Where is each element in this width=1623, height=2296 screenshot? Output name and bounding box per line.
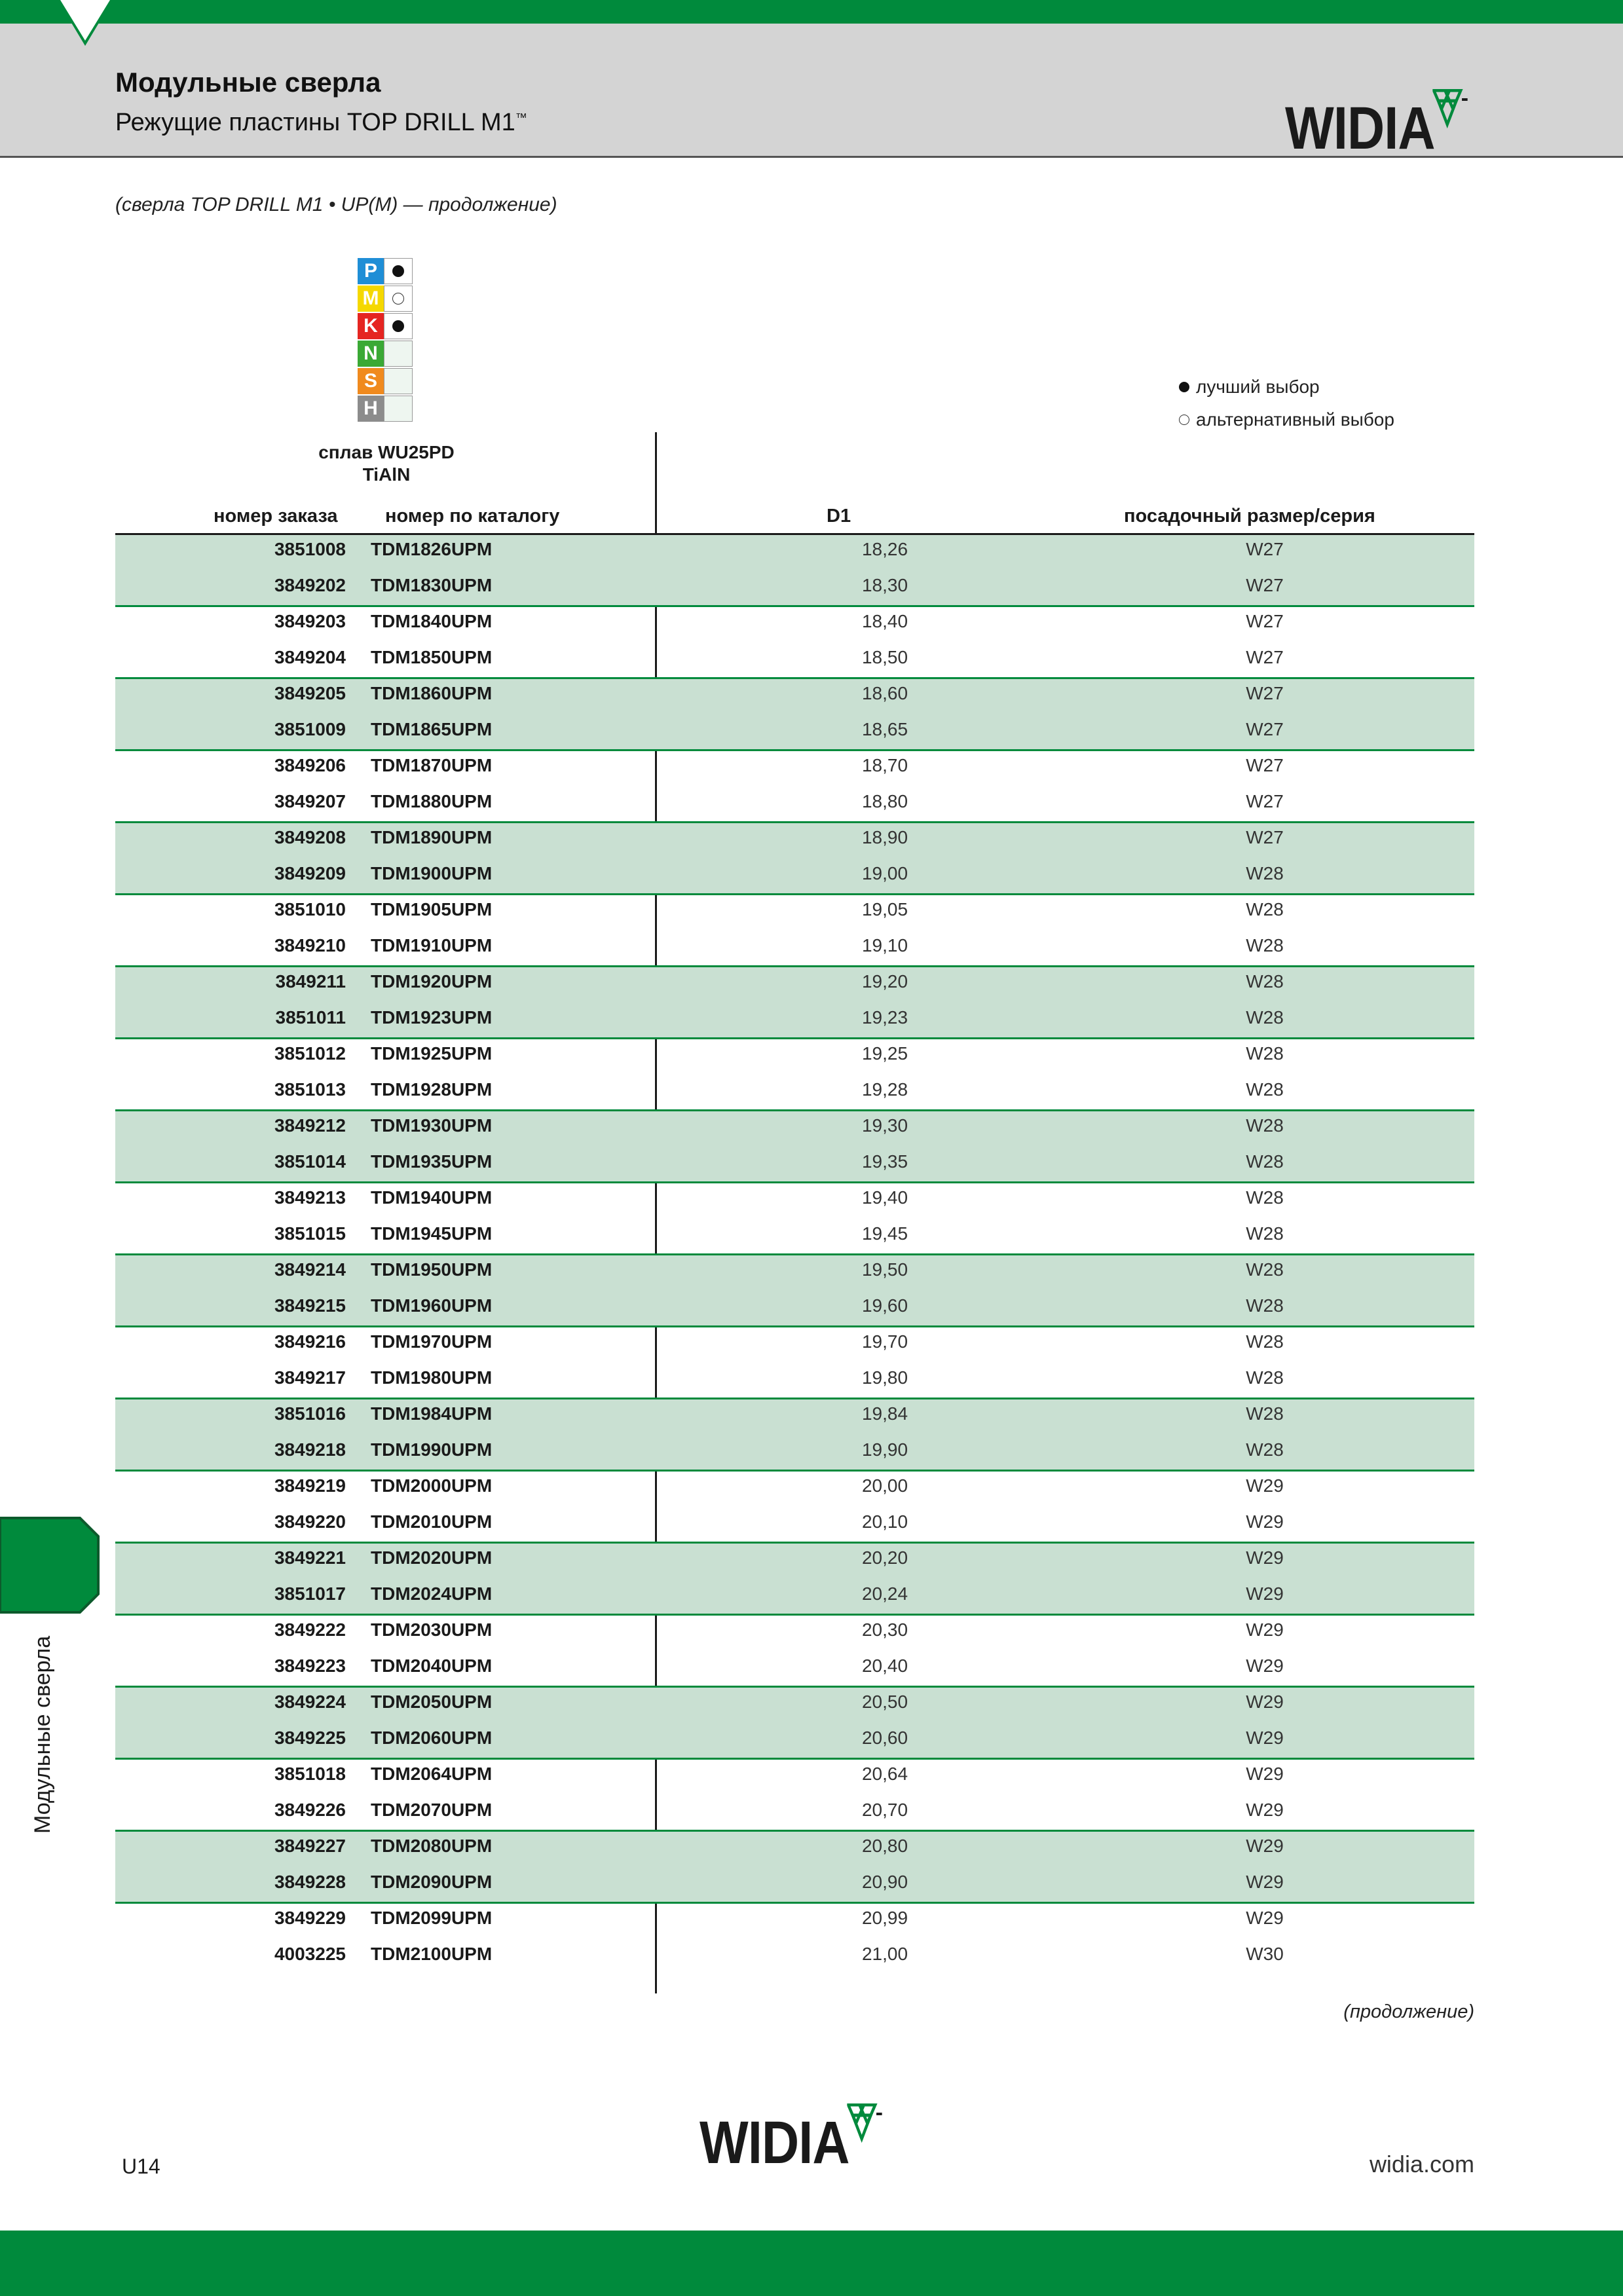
table-row	[115, 1544, 1474, 1580]
d1-cell: 20,40	[861, 1656, 908, 1676]
d1-cell: 20,24	[861, 1583, 908, 1604]
d1-cell: 20,30	[861, 1620, 908, 1640]
table-row	[115, 1039, 1474, 1075]
bottom-green-bar	[0, 2231, 1623, 2296]
order-number-cell: 3849218	[274, 1439, 346, 1460]
page-subtitle	[115, 109, 527, 137]
table-row	[115, 1147, 1474, 1183]
table-row	[115, 1832, 1474, 1868]
table-row	[115, 1616, 1474, 1652]
seat-size-cell: W28	[1246, 1367, 1284, 1388]
seat-size-cell: W29	[1246, 1620, 1284, 1640]
alloy-grade: сплав WU25PD	[318, 442, 455, 462]
order-number-cell: 3851014	[274, 1151, 346, 1172]
seat-size-cell: W29	[1246, 1511, 1284, 1532]
table-row	[115, 1327, 1474, 1363]
d1-cell: 19,28	[861, 1079, 908, 1100]
row-group	[115, 1255, 1474, 1327]
order-number-cell: 3849207	[274, 791, 346, 811]
page-number: U14	[122, 2155, 160, 2178]
seat-size-cell: W28	[1246, 1439, 1284, 1460]
catalog-number-cell: TDM1880UPM	[371, 791, 493, 811]
order-number-cell: 3849222	[274, 1620, 346, 1640]
d1-cell: 20,99	[861, 1908, 908, 1928]
table-row	[115, 1868, 1474, 1904]
row-group	[115, 1616, 1474, 1688]
seat-size-cell: W29	[1246, 1547, 1284, 1568]
seat-size-cell: W28	[1246, 1403, 1284, 1424]
subtitle-text: Режущие пластины TOP DRILL M1	[115, 109, 515, 136]
d1-cell: 18,50	[861, 647, 908, 667]
page-header	[0, 24, 1623, 162]
table-row	[115, 895, 1474, 931]
table-row	[115, 787, 1474, 823]
d1-cell: 19,60	[861, 1295, 908, 1316]
order-number-cell: 3849227	[274, 1836, 346, 1856]
d1-cell: 20,90	[861, 1872, 908, 1892]
d1-cell: 19,23	[861, 1007, 908, 1028]
catalog-number-cell: TDM1840UPM	[371, 611, 493, 631]
product-table	[115, 535, 1474, 1976]
iso-mark-cell	[384, 258, 413, 284]
order-number-cell: 3851009	[274, 719, 346, 739]
order-number-cell: 3849224	[274, 1692, 346, 1712]
iso-row-m	[358, 286, 413, 313]
order-number-cell: 3849221	[274, 1547, 346, 1568]
order-number-cell: 3851012	[274, 1043, 346, 1064]
seat-size-cell: W28	[1246, 1079, 1284, 1100]
legend	[1179, 371, 1394, 436]
catalog-number-cell: TDM2030UPM	[371, 1620, 493, 1640]
row-group	[115, 895, 1474, 967]
table-row	[115, 1508, 1474, 1544]
order-number-cell: 3851018	[274, 1764, 346, 1784]
catalog-number-cell: TDM1970UPM	[371, 1331, 493, 1352]
d1-cell: 18,70	[861, 755, 908, 775]
row-group	[115, 1039, 1474, 1111]
iso-letter: N	[358, 341, 384, 367]
seat-size-cell: W27	[1246, 791, 1284, 811]
catalog-number-cell: TDM1935UPM	[371, 1151, 493, 1172]
catalog-number-cell: TDM1950UPM	[371, 1259, 493, 1280]
page-title: Модульные сверла	[115, 67, 381, 98]
order-number-cell: 3851015	[274, 1223, 346, 1244]
d1-cell: 20,00	[861, 1475, 908, 1496]
order-number-cell: 3851010	[274, 899, 346, 919]
seat-size-cell: W29	[1246, 1800, 1284, 1820]
brand-logo	[1285, 94, 1435, 163]
catalog-number-cell: TDM2070UPM	[371, 1800, 493, 1820]
d1-cell: 19,30	[861, 1115, 908, 1136]
continued-note: (сверла TOP DRILL M1 • UP(M) — продолжение)	[115, 194, 557, 215]
catalog-number-cell: TDM1930UPM	[371, 1115, 493, 1136]
row-group	[115, 751, 1474, 823]
table-row	[115, 1255, 1474, 1291]
table-row	[115, 679, 1474, 715]
seat-size-cell: W28	[1246, 1331, 1284, 1352]
d1-cell: 19,70	[861, 1331, 908, 1352]
order-number-cell: 3851017	[274, 1583, 346, 1604]
iso-mark-cell	[384, 396, 413, 422]
seat-size-cell: W29	[1246, 1728, 1284, 1748]
seat-size-cell: W27	[1246, 539, 1284, 559]
catalog-number-cell: TDM1826UPM	[371, 539, 493, 559]
order-number-cell: 3849217	[274, 1367, 346, 1388]
d1-cell: 21,00	[861, 1944, 908, 1964]
seat-size-cell: W29	[1246, 1764, 1284, 1784]
d1-cell: 18,40	[861, 611, 908, 631]
row-group	[115, 679, 1474, 751]
table-row	[115, 1652, 1474, 1688]
alloy-header	[288, 441, 485, 486]
footer-brand-triangles-icon	[847, 2103, 892, 2149]
d1-cell: 18,26	[861, 539, 908, 559]
seat-size-cell: W29	[1246, 1656, 1284, 1676]
catalog-number-cell: TDM1980UPM	[371, 1367, 493, 1388]
iso-letter: H	[358, 396, 384, 422]
order-number-cell: 3849203	[274, 611, 346, 631]
order-number-cell: 3849211	[275, 971, 346, 991]
d1-cell: 18,30	[861, 575, 908, 595]
order-number-cell: 3849215	[274, 1295, 346, 1316]
row-group	[115, 535, 1474, 607]
catalog-number-cell: TDM2040UPM	[371, 1656, 493, 1676]
d1-cell: 20,70	[861, 1800, 908, 1820]
row-group	[115, 1688, 1474, 1760]
iso-letter: P	[358, 258, 384, 284]
table-row	[115, 571, 1474, 607]
catalog-number-cell: TDM1984UPM	[371, 1403, 493, 1424]
order-number-cell: 3849228	[274, 1872, 346, 1892]
catalog-number-cell: TDM1905UPM	[371, 899, 493, 919]
seat-size-cell: W27	[1246, 827, 1284, 847]
order-number-cell: 3851011	[275, 1007, 346, 1028]
iso-row-s	[358, 368, 413, 396]
row-group	[115, 1832, 1474, 1904]
catalog-number-cell: TDM1945UPM	[371, 1223, 493, 1244]
d1-cell: 18,90	[861, 827, 908, 847]
catalog-number-cell: TDM1960UPM	[371, 1295, 493, 1316]
catalog-number-cell: TDM1890UPM	[371, 827, 493, 847]
footer-brand-text: WIDIA	[700, 2109, 849, 2176]
catalog-number-cell: TDM1928UPM	[371, 1079, 493, 1100]
catalog-number-cell: TDM2000UPM	[371, 1475, 493, 1496]
d1-cell: 20,60	[861, 1728, 908, 1748]
catalog-number-cell: TDM1990UPM	[371, 1439, 493, 1460]
legend-alternative	[1179, 403, 1394, 436]
catalog-number-cell: TDM1900UPM	[371, 863, 493, 883]
iso-letter: S	[358, 368, 384, 394]
catalog-number-cell: TDM1870UPM	[371, 755, 493, 775]
col-d1: D1	[827, 506, 851, 527]
seat-size-cell: W27	[1246, 611, 1284, 631]
order-number-cell: 3849212	[274, 1115, 346, 1136]
trademark-mark: ™	[515, 111, 527, 124]
seat-size-cell: W28	[1246, 1259, 1284, 1280]
d1-cell: 19,10	[861, 935, 908, 955]
table-row	[115, 1904, 1474, 1940]
seat-size-cell: W28	[1246, 1007, 1284, 1028]
row-group	[115, 607, 1474, 679]
d1-cell: 19,90	[861, 1439, 908, 1460]
catalog-number-cell: TDM2100UPM	[371, 1944, 493, 1964]
iso-letter: M	[358, 286, 384, 312]
table-row	[115, 643, 1474, 679]
order-number-cell: 3849210	[274, 935, 346, 955]
iso-row-p	[358, 258, 413, 286]
table-row	[115, 823, 1474, 859]
seat-size-cell: W29	[1246, 1908, 1284, 1928]
seat-size-cell: W28	[1246, 863, 1284, 883]
table-row	[115, 1580, 1474, 1616]
d1-cell: 19,50	[861, 1259, 908, 1280]
brand-triangles-icon	[1432, 89, 1478, 135]
order-number-cell: 3849229	[274, 1908, 346, 1928]
d1-cell: 18,60	[861, 683, 908, 703]
iso-mark-cell	[384, 341, 413, 367]
empty-dot-icon	[1179, 415, 1189, 425]
seat-size-cell: W30	[1246, 1944, 1284, 1964]
table-row	[115, 1219, 1474, 1255]
table-row	[115, 1291, 1474, 1327]
section-tab-icon	[0, 1517, 105, 1615]
d1-cell: 19,00	[861, 863, 908, 883]
d1-cell: 19,40	[861, 1187, 908, 1208]
catalog-number-cell: TDM1865UPM	[371, 719, 493, 739]
seat-size-cell: W28	[1246, 1151, 1284, 1172]
legend-best	[1179, 371, 1394, 403]
top-green-bar	[0, 0, 1623, 24]
seat-size-cell: W29	[1246, 1872, 1284, 1892]
catalog-number-cell: TDM2064UPM	[371, 1764, 493, 1784]
iso-row-k	[358, 313, 413, 341]
catalog-number-cell: TDM2010UPM	[371, 1511, 493, 1532]
iso-mark-cell	[384, 368, 413, 394]
catalog-number-cell: TDM2024UPM	[371, 1583, 493, 1604]
legend-best-label: лучший выбор	[1196, 377, 1320, 397]
d1-cell: 19,05	[861, 899, 908, 919]
order-number-cell: 3849204	[274, 647, 346, 667]
seat-size-cell: W29	[1246, 1692, 1284, 1712]
d1-cell: 20,20	[861, 1547, 908, 1568]
order-number-cell: 3849214	[274, 1259, 346, 1280]
table-row	[115, 1183, 1474, 1219]
row-group	[115, 1111, 1474, 1183]
table-row	[115, 931, 1474, 967]
d1-cell: 18,65	[861, 719, 908, 739]
d1-cell: 19,45	[861, 1223, 908, 1244]
order-number-cell: 3849225	[274, 1728, 346, 1748]
row-group	[115, 823, 1474, 895]
table-row	[115, 1435, 1474, 1472]
catalog-number-cell: TDM2020UPM	[371, 1547, 493, 1568]
seat-size-cell: W27	[1246, 755, 1284, 775]
empty-dot-icon	[392, 293, 404, 305]
order-number-cell: 3849202	[274, 575, 346, 595]
seat-size-cell: W27	[1246, 683, 1284, 703]
order-number-cell: 3851016	[274, 1403, 346, 1424]
row-group	[115, 1472, 1474, 1544]
catalog-number-cell: TDM1830UPM	[371, 575, 493, 595]
order-number-cell: 3849205	[274, 683, 346, 703]
iso-letter: K	[358, 313, 384, 339]
order-number-cell: 3849208	[274, 827, 346, 847]
iso-mark-cell	[384, 286, 413, 312]
table-row	[115, 1363, 1474, 1399]
seat-size-cell: W28	[1246, 971, 1284, 991]
seat-size-cell: W27	[1246, 719, 1284, 739]
side-section-label: Модульные сверла	[30, 1635, 55, 1834]
filled-dot-icon	[392, 320, 404, 332]
d1-cell: 20,80	[861, 1836, 908, 1856]
seat-size-cell: W29	[1246, 1475, 1284, 1496]
filled-dot-icon	[1179, 382, 1189, 392]
table-row	[115, 535, 1474, 571]
row-group	[115, 1399, 1474, 1472]
seat-size-cell: W28	[1246, 1295, 1284, 1316]
table-row	[115, 1075, 1474, 1111]
table-row	[115, 1003, 1474, 1039]
col-catalog-number: номер по каталогу	[385, 506, 560, 527]
d1-cell: 19,80	[861, 1367, 908, 1388]
order-number-cell: 3851008	[274, 539, 346, 559]
row-group	[115, 1904, 1474, 1976]
d1-cell: 20,10	[861, 1511, 908, 1532]
filled-dot-icon	[392, 265, 404, 277]
table-row	[115, 1760, 1474, 1796]
d1-cell: 20,64	[861, 1764, 908, 1784]
d1-cell: 19,35	[861, 1151, 908, 1172]
catalog-number-cell: TDM1860UPM	[371, 683, 493, 703]
table-row	[115, 751, 1474, 787]
table-row	[115, 715, 1474, 751]
table-row	[115, 967, 1474, 1003]
table-row	[115, 1472, 1474, 1508]
iso-row-n	[358, 341, 413, 368]
d1-cell: 19,84	[861, 1403, 908, 1424]
catalog-number-cell: TDM2060UPM	[371, 1728, 493, 1748]
table-row	[115, 607, 1474, 643]
order-number-cell: 3849206	[274, 755, 346, 775]
footer-brand-logo	[700, 2109, 849, 2177]
row-group	[115, 1544, 1474, 1616]
order-number-cell: 3849213	[274, 1187, 346, 1208]
catalog-number-cell: TDM2099UPM	[371, 1908, 493, 1928]
website-link[interactable]: widia.com	[1369, 2151, 1474, 2177]
order-number-cell: 4003225	[274, 1944, 346, 1964]
legend-alternative-label: альтернативный выбор	[1196, 409, 1394, 430]
catalog-number-cell: TDM1925UPM	[371, 1043, 493, 1064]
brand-logo-text: WIDIA	[1285, 95, 1435, 162]
table-row	[115, 859, 1474, 895]
top-notch-inner	[60, 0, 110, 41]
row-group	[115, 1327, 1474, 1399]
table-row	[115, 1796, 1474, 1832]
seat-size-cell: W27	[1246, 647, 1284, 667]
col-order-number: номер заказа	[214, 506, 338, 527]
seat-size-cell: W28	[1246, 1115, 1284, 1136]
col-seat-size: посадочный размер/серия	[1124, 506, 1375, 527]
table-row	[115, 1688, 1474, 1724]
order-number-cell: 3851013	[274, 1079, 346, 1100]
order-number-cell: 3849209	[274, 863, 346, 883]
seat-size-cell: W27	[1246, 575, 1284, 595]
order-number-cell: 3849219	[274, 1475, 346, 1496]
seat-size-cell: W28	[1246, 1223, 1284, 1244]
seat-size-cell: W28	[1246, 1043, 1284, 1064]
d1-cell: 19,25	[861, 1043, 908, 1064]
continued-bottom-note: (продолжение)	[1343, 2001, 1474, 2022]
catalog-number-cell: TDM2080UPM	[371, 1836, 493, 1856]
seat-size-cell: W28	[1246, 899, 1284, 919]
iso-material-grid	[358, 258, 413, 423]
alloy-coating: TiAlN	[362, 464, 411, 485]
row-group	[115, 967, 1474, 1039]
catalog-number-cell: TDM2090UPM	[371, 1872, 493, 1892]
iso-mark-cell	[384, 313, 413, 339]
table-row	[115, 1111, 1474, 1147]
d1-cell: 20,50	[861, 1692, 908, 1712]
table-row	[115, 1724, 1474, 1760]
catalog-number-cell: TDM1910UPM	[371, 935, 493, 955]
catalog-number-cell: TDM1850UPM	[371, 647, 493, 667]
seat-size-cell: W29	[1246, 1583, 1284, 1604]
seat-size-cell: W28	[1246, 1187, 1284, 1208]
order-number-cell: 3849226	[274, 1800, 346, 1820]
catalog-number-cell: TDM1923UPM	[371, 1007, 493, 1028]
seat-size-cell: W29	[1246, 1836, 1284, 1856]
catalog-number-cell: TDM1920UPM	[371, 971, 493, 991]
order-number-cell: 3849216	[274, 1331, 346, 1352]
order-number-cell: 3849223	[274, 1656, 346, 1676]
catalog-number-cell: TDM2050UPM	[371, 1692, 493, 1712]
row-group	[115, 1183, 1474, 1255]
d1-cell: 19,20	[861, 971, 908, 991]
catalog-number-cell: TDM1940UPM	[371, 1187, 493, 1208]
iso-row-h	[358, 396, 413, 423]
seat-size-cell: W28	[1246, 935, 1284, 955]
order-number-cell: 3849220	[274, 1511, 346, 1532]
row-group	[115, 1760, 1474, 1832]
table-row	[115, 1940, 1474, 1976]
d1-cell: 18,80	[861, 791, 908, 811]
table-row	[115, 1399, 1474, 1435]
